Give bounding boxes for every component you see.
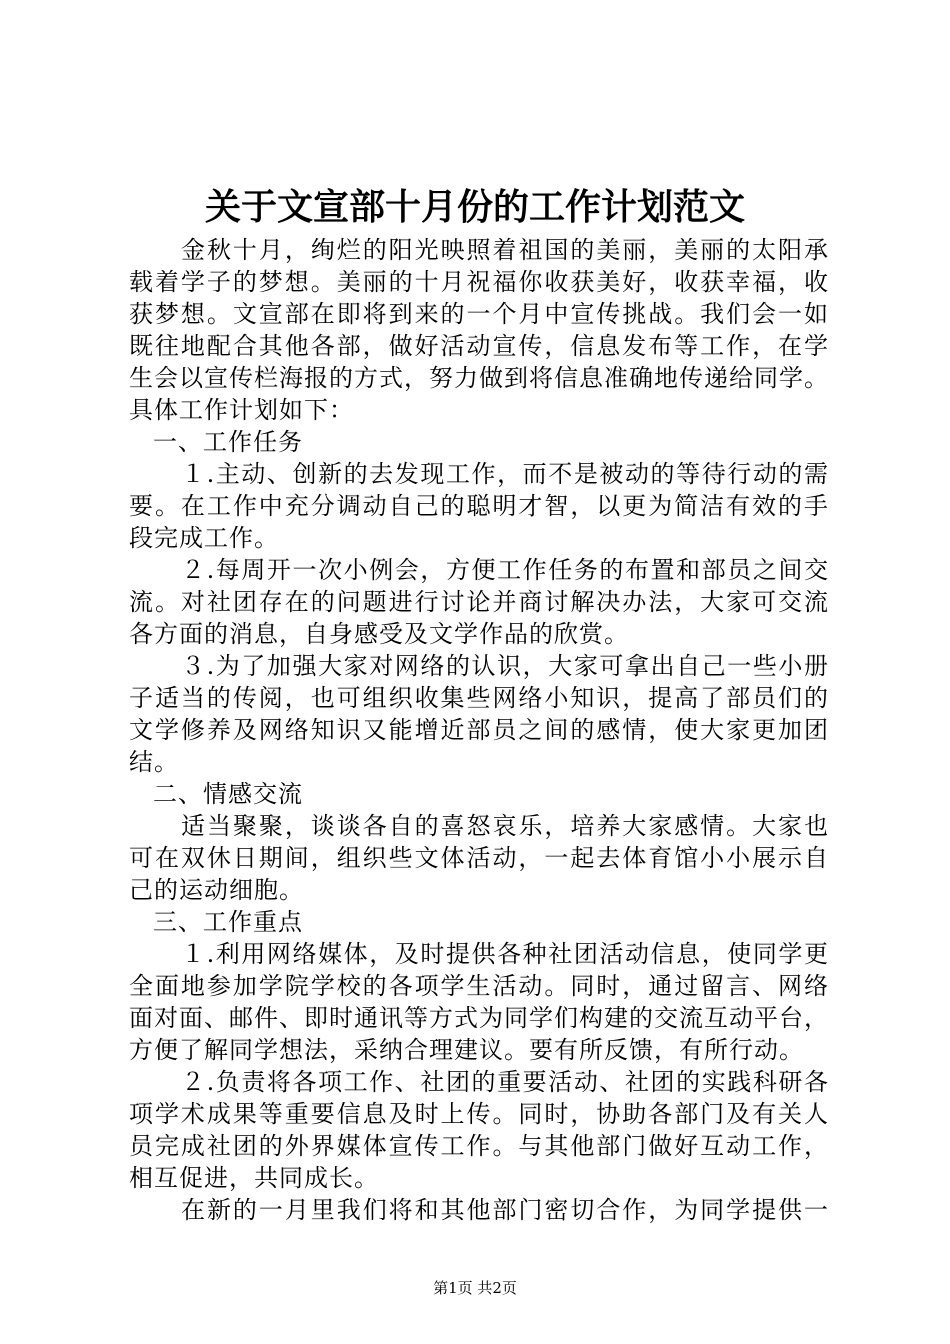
text-line: ３.为了加强大家对网络的认识，大家可拿出自己一些小册	[181, 652, 829, 680]
text-line: 结。	[129, 748, 179, 776]
text-line: 一、工作任务	[153, 428, 303, 456]
text-line: 各方面的消息，自身感受及文学作品的欣赏。	[129, 620, 629, 648]
text-line: 载着学子的梦想。美丽的十月祝福你收获美好，收获幸福，收	[129, 268, 829, 296]
text-line: 面对面、邮件、即时通讯等方式为同学们构建的交流互动平台，	[129, 1004, 829, 1032]
text-line: 流。对社团存在的问题进行讨论并商讨解决办法，大家可交流	[129, 588, 829, 616]
text-line: 段完成工作。	[129, 524, 279, 552]
text-line: 金秋十月，绚烂的阳光映照着祖国的美丽，美丽的太阳承	[181, 236, 829, 264]
text-line: 要。在工作中充分调动自己的聪明才智，以更为简洁有效的手	[129, 492, 829, 520]
page-footer: 第1页 共2页	[433, 1279, 517, 1297]
text-line: 全面地参加学院学校的各项学生活动。同时，通过留言、网络	[129, 972, 829, 1000]
text-line: 在新的一月里我们将和其他部门密切合作，为同学提供一	[181, 1196, 829, 1224]
text-line: 适当聚聚，谈谈各自的喜怒哀乐，培养大家感情。大家也	[181, 812, 829, 840]
text-line: 二、情感交流	[153, 780, 303, 808]
text-line: 员完成社团的外界媒体宣传工作。与其他部门做好互动工作，	[129, 1132, 829, 1160]
text-line: ２.负责将各项工作、社团的重要活动、社团的实践科研各	[181, 1068, 829, 1096]
text-line: 三、工作重点	[153, 908, 303, 936]
text-line: 获梦想。文宣部在即将到来的一个月中宣传挑战。我们会一如	[129, 300, 829, 328]
text-line: 项学术成果等重要信息及时上传。同时，协助各部门及有关人	[129, 1100, 829, 1128]
text-line: １.主动、创新的去发现工作，而不是被动的等待行动的需	[181, 460, 829, 488]
text-line: 可在双休日期间，组织些文体活动，一起去体育馆小小展示自	[129, 844, 829, 872]
document-body	[129, 234, 829, 1226]
text-line: 己的运动细胞。	[129, 876, 304, 904]
text-line: 具体工作计划如下：	[129, 396, 354, 424]
text-line: 方便了解同学想法，采纳合理建议。要有所反馈，有所行动。	[129, 1036, 804, 1064]
text-line: 既往地配合其他各部，做好活动宣传，信息发布等工作，在学	[129, 332, 829, 360]
document-title: 关于文宣部十月份的工作计划范文	[204, 186, 745, 228]
text-line: 子适当的传阅，也可组织收集些网络小知识，提高了部员们的	[129, 684, 829, 712]
text-line: 文学修养及网络知识又能增近部员之间的感情，使大家更加团	[129, 716, 829, 744]
text-line: ２.每周开一次小例会，方便工作任务的布置和部员之间交	[181, 556, 829, 584]
text-line: 生会以宣传栏海报的方式，努力做到将信息准确地传递给同学。	[129, 364, 829, 392]
text-line: 相互促进，共同成长。	[129, 1164, 379, 1192]
text-line: １.利用网络媒体，及时提供各种社团活动信息，使同学更	[181, 940, 829, 968]
